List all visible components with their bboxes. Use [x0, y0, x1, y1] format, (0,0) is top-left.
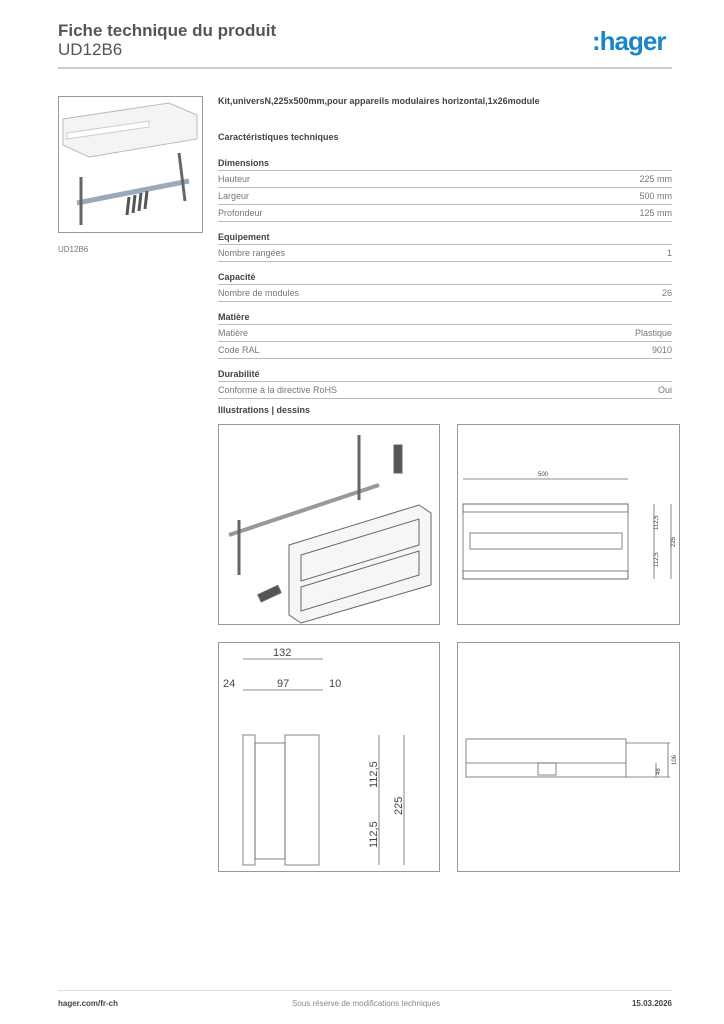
spec-label: Largeur [218, 191, 250, 201]
spec-value: 225 mm [639, 174, 672, 184]
spec-label: Nombre rangées [218, 248, 286, 258]
spec-label: Code RAL [218, 345, 260, 355]
spec-value: 1 [666, 248, 672, 258]
spec-section-title: Capacité [218, 272, 672, 285]
section-gap [218, 262, 672, 272]
spec-section-title: Matière [218, 312, 672, 325]
spec-section-title: Durabilité [218, 369, 672, 382]
dim-h2: 106 [672, 754, 678, 765]
dim-h1: 48 [656, 768, 662, 775]
spec-value: Oui [657, 385, 672, 395]
product-description: Kit,universN,225x500mm,pour appareils modulaires horizontal,1x26module [218, 96, 540, 106]
dim-width: 500 [538, 472, 549, 478]
illustrations-heading: Illustrations | dessins [218, 405, 311, 415]
spec-value: 125 mm [639, 208, 672, 218]
image-caption: UD12B6 [58, 245, 89, 254]
spec-value: 500 mm [639, 191, 672, 201]
drawing-top [457, 642, 680, 872]
footer-website-link[interactable]: hager.com/fr-ch [58, 999, 119, 1008]
dim-side-half1: 112,5 [368, 761, 380, 788]
spec-label: Matière [218, 328, 249, 338]
spec-row [218, 205, 672, 222]
spec-row [218, 382, 672, 399]
spec-label: Hauteur [218, 174, 251, 184]
specs-heading: Caractéristiques techniques [218, 132, 339, 142]
dim-d2: 97 [277, 678, 290, 690]
spec-value: 9010 [651, 345, 672, 355]
spec-row [218, 171, 672, 188]
drawing-isometric [218, 424, 440, 625]
dim-height: 225 [671, 536, 677, 547]
header-divider [58, 67, 672, 69]
footer-date: 15.03.2026 [631, 999, 672, 1008]
dim-half2: 112,5 [654, 552, 660, 567]
spec-label: Profondeur [218, 208, 263, 218]
product-image [58, 96, 203, 233]
section-gap [218, 222, 672, 232]
page-title: Fiche technique du produit [58, 21, 277, 40]
spec-value: 26 [661, 288, 672, 298]
spec-label: Conforme à la directive RoHS [218, 385, 338, 395]
section-gap [218, 359, 672, 369]
spec-value: Plastique [634, 328, 672, 338]
spec-row [218, 245, 672, 262]
dim-half1: 112,5 [654, 515, 660, 530]
dim-side-height: 225 [393, 796, 405, 815]
spec-panel [218, 96, 672, 399]
spec-row [218, 342, 672, 359]
hager-logo: :hager [592, 26, 666, 56]
section-gap [218, 302, 672, 312]
drawing-side [218, 642, 440, 872]
dim-d1: 24 [223, 678, 236, 690]
product-code: UD12B6 [58, 40, 123, 59]
spec-section-title: Equipement [218, 232, 672, 245]
spec-row [218, 325, 672, 342]
dim-depth: 132 [273, 647, 292, 659]
spec-row [218, 285, 672, 302]
drawing-front [457, 424, 680, 625]
footer-notice: Sous réserve de modifications techniques [292, 999, 441, 1008]
spec-row [218, 188, 672, 205]
dim-side-half2: 112,5 [368, 821, 380, 848]
dim-d3: 10 [329, 678, 342, 690]
spec-section-title: Dimensions [218, 158, 672, 171]
spec-label: Nombre de modules [218, 288, 300, 298]
footer-divider [58, 990, 672, 991]
spec-sections [218, 158, 672, 399]
